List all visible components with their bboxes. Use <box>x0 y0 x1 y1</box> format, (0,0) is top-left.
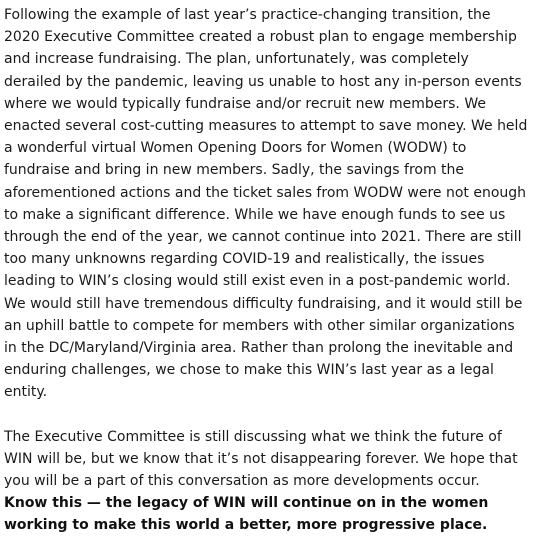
paragraph-future-discussion <box>4 426 530 537</box>
paragraph-future-text: The Executive Committee is still discussing what we think the future of WIN will be, but we know that it’s not disappearing forever. We hope that you will be a part of this conversation as more developments occur. <box>4 428 518 490</box>
paragraph-closure-explanation: Following the example of last year’s practice-changing transition, the 2020 Executive Committee created a robust plan to engage membership and increase fundraising. The plan, unfortunately, was completely derailed by the pandemic, leaving us unable to host any in-person events where we would typically fundraise and/or recruit new members. We enacted several cost-cutting measures to attempt to save money. We held a wonderful virtual Women Opening Doors for Women (WODW) to fundraise and bring in new members. Sadly, the savings from the aforementioned actions and the ticket sales from WODW were not enough to make a significant difference. While we have enough funds to see us through the end of the year, we cannot continue into 2021. There are still too many unknowns regarding COVID-19 and realistically, the issues leading to WIN’s closing would still exist even in a post-pandemic world. We would still have tremendous difficulty fundraising, and it would still be an uphill battle to compete for members with other similar organizations in the DC/Maryland/Virginia area. Rather than prolong the inevitable and enduring challenges, we chose to make this WIN’s last year as a legal entity. <box>4 7 528 401</box>
document-body <box>4 4 530 537</box>
closing-statement: Know this — the legacy of WIN will continue on in the women working to make this world a better, more progressive place. <box>4 495 489 534</box>
